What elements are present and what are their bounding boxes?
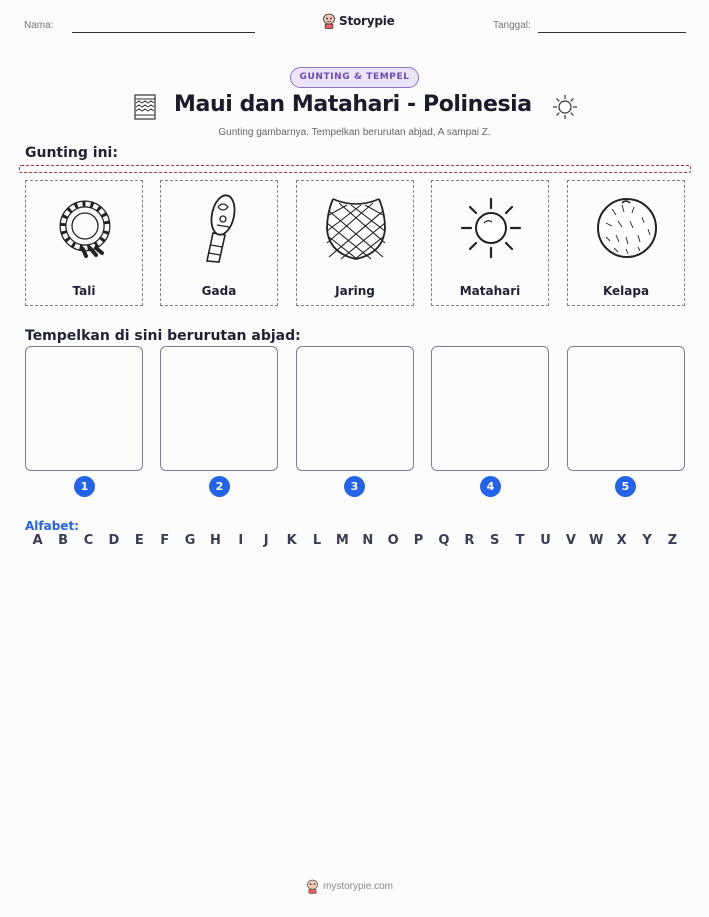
title-row <box>0 92 709 122</box>
cut-card-label: Matahari <box>459 284 521 298</box>
alphabet-letter: E <box>134 533 144 548</box>
alphabet-letter: X <box>616 533 627 548</box>
alphabet-letter: L <box>312 533 322 548</box>
net-icon <box>317 193 395 263</box>
cut-card-tali[interactable] <box>25 180 143 306</box>
alphabet-letter: W <box>589 533 604 548</box>
page-title: Maui dan Matahari - Polinesia <box>174 92 532 117</box>
number-badge: 1 <box>74 476 95 497</box>
alphabet-letter: B <box>58 533 69 548</box>
date-field[interactable] <box>538 32 686 33</box>
alphabet-letter: D <box>108 533 120 548</box>
storypie-mascot-icon <box>322 13 336 29</box>
footer <box>306 879 393 894</box>
cut-card-gada[interactable] <box>160 180 278 306</box>
brand-logo <box>322 13 395 29</box>
alphabet-letter: Q <box>438 533 450 548</box>
paste-section-label: Tempelkan di sini berurutan abjad: <box>25 328 301 344</box>
alphabet-letter: N <box>362 533 374 548</box>
footer-url[interactable]: mystorypie.com <box>323 881 394 892</box>
alphabet-letter: H <box>209 533 221 548</box>
paste-box-1[interactable] <box>25 346 143 471</box>
name-label: Nama: <box>24 20 54 31</box>
alphabet-letter: I <box>238 533 244 548</box>
cut-card-label: Tali <box>72 284 96 298</box>
alphabet-letter: K <box>286 533 297 548</box>
alphabet-letter: S <box>490 533 500 548</box>
number-badge: 5 <box>615 476 636 497</box>
number-badge: 3 <box>344 476 365 497</box>
cut-card-label: Kelapa <box>602 284 650 298</box>
coconut-icon <box>592 193 662 263</box>
instructions: Gunting gambarnya. Tempelkan berurutan abjad, A sampai Z. <box>218 127 491 138</box>
alphabet-label: Alfabet: <box>25 519 79 533</box>
paste-box-4[interactable] <box>431 346 549 471</box>
cut-card-label: Jaring <box>335 284 375 298</box>
alphabet-letter: U <box>540 533 551 548</box>
cut-line <box>19 165 691 173</box>
alphabet-letter: G <box>184 533 196 548</box>
name-field[interactable] <box>72 32 255 33</box>
alphabet-letter: P <box>413 533 424 548</box>
alphabet-letter: T <box>515 533 525 548</box>
paste-box-5[interactable] <box>567 346 685 471</box>
cut-section-label: Gunting ini: <box>25 145 118 161</box>
alphabet-letter: V <box>565 533 576 548</box>
activity-badge: GUNTING & TEMPEL <box>290 67 419 88</box>
alphabet-letter: M <box>335 533 349 548</box>
alphabet-row <box>25 533 685 548</box>
paste-box-3[interactable] <box>296 346 414 471</box>
alphabet-letter: Z <box>667 533 678 548</box>
cut-card-matahari[interactable] <box>431 180 549 306</box>
paste-box-2[interactable] <box>160 346 278 471</box>
alphabet-letter: O <box>387 533 399 548</box>
cut-card-label: Gada <box>201 284 237 298</box>
cut-card-jaring[interactable] <box>296 180 414 306</box>
number-badge: 4 <box>480 476 501 497</box>
cut-card-kelapa[interactable] <box>567 180 685 306</box>
tapa-cloth-icon <box>134 94 156 120</box>
club-icon <box>185 193 255 263</box>
alphabet-letter: A <box>32 533 43 548</box>
alphabet-letter: F <box>160 533 170 548</box>
date-label: Tanggal: <box>493 20 531 31</box>
alphabet-letter: R <box>464 533 475 548</box>
alphabet-letter: J <box>263 533 269 548</box>
storypie-mascot-icon <box>306 879 319 894</box>
number-badge: 2 <box>209 476 230 497</box>
sun-icon <box>456 193 526 263</box>
rope-icon <box>50 193 120 263</box>
brand-name: Storypie <box>339 14 395 28</box>
alphabet-letter: Y <box>642 533 652 548</box>
sun-icon <box>552 94 578 120</box>
alphabet-letter: C <box>83 533 94 548</box>
